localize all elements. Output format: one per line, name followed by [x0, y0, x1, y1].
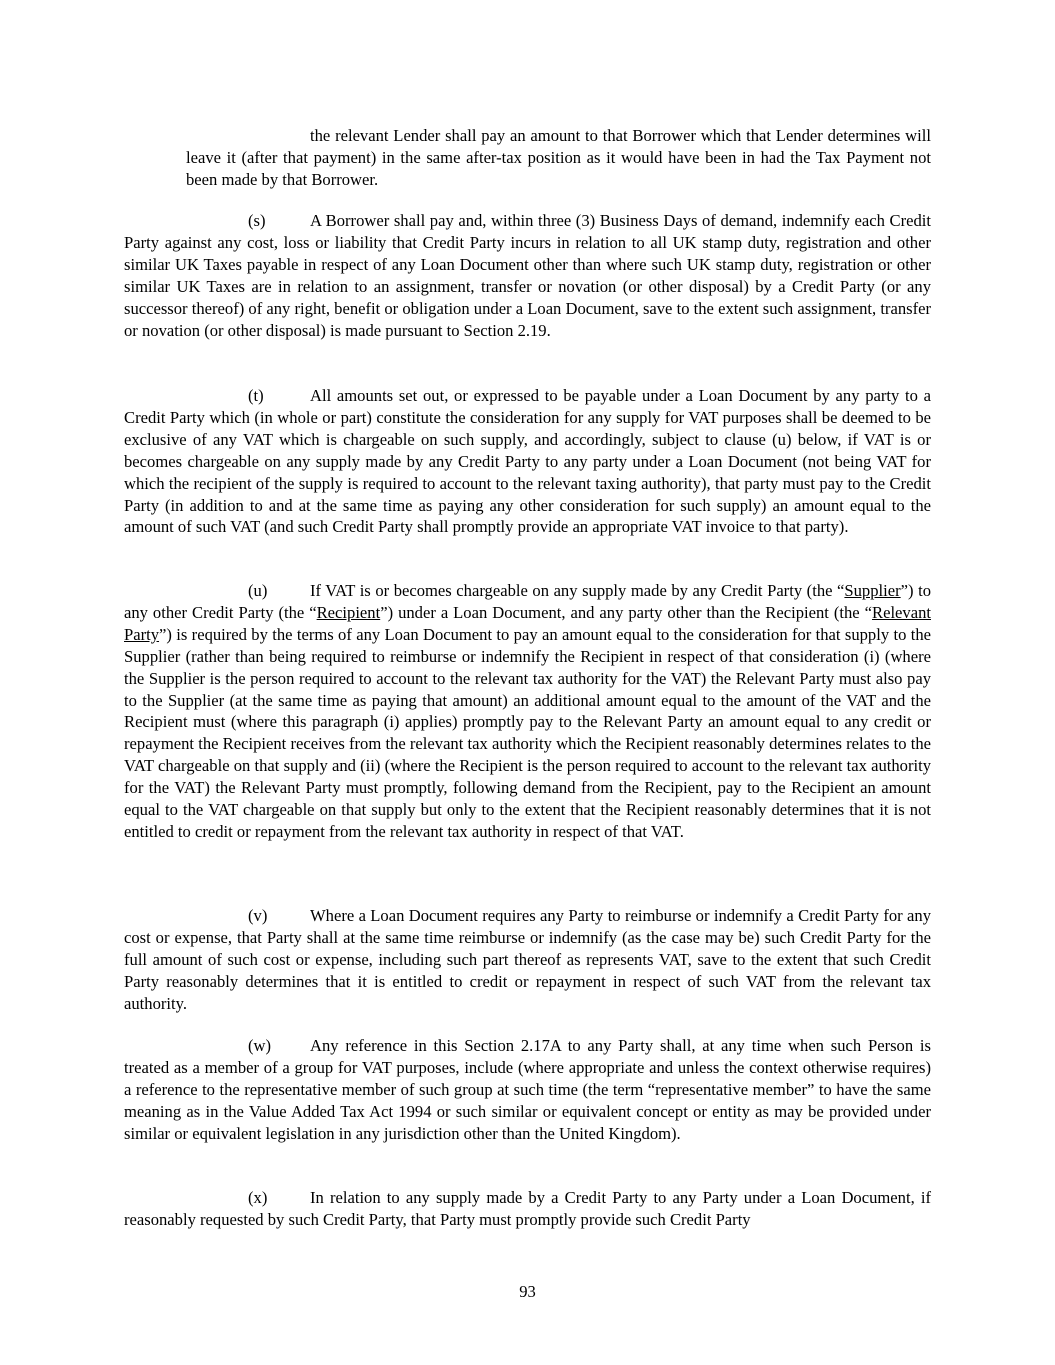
defined-term-relevant-party: Relevant Party — [124, 602, 931, 644]
paragraph-text: Any reference in this Section 2.17A to any Party shall, at any time when such Person is treated as a member of a group for VAT purposes, include (where appropriate and unless the context otherwise requires) a reference to the representative member of such group at such time (the term “representative member” to have the same meaning as in the Value Added Tax Act 1994 or such similar or equivalent concept or entity as may be provided under similar or equivalent legislation in any jurisdiction other than the United Kingdom). — [124, 1036, 931, 1143]
continuation-text: the relevant Lender shall pay an amount to that Borrower which that Lender determines will leave it (after that payment) in the same after-tax position as it would have been in had the Tax Payment not been made by that Borrower. — [186, 126, 931, 189]
paragraph-label: (w) — [248, 1036, 272, 1055]
continuation-paragraph — [186, 125, 931, 191]
paragraph-label: (v) — [248, 906, 268, 925]
paragraph-text: A Borrower shall pay and, within three (3) Business Days of demand, indemnify each Credit Party against any cost, loss or liability that Credit Party incurs in relation to all UK stamp duty, registration and other similar UK Taxes payable in respect of any Loan Document other than where such UK stamp duty, registration or other similar UK Taxes are in relation to an assignment, transfer or novation (or other disposal) by a Credit Party (or any successor thereof) of any right, benefit or obligation under a Loan Document, save to the extent such assignment, transfer or novation (or other disposal) is made pursuant to Section 2.19. — [124, 211, 931, 340]
paragraph-t — [124, 385, 931, 538]
paragraph-x — [124, 1187, 931, 1231]
paragraph-text: ”) to any other Credit Party (the “ — [124, 581, 931, 622]
paragraph-text: Where a Loan Document requires any Party to reimburse or indemnify a Credit Party for any cost or expense, that Party shall at the same time reimburse or indemnify (as the case may be) such Credit Party for the full amount of such cost or expense, including such part thereof as represents VAT, save to the extent that such Credit Party reasonably determines that it is entitled to credit or repayment in respect of such VAT from the relevant tax authority. — [124, 906, 931, 1013]
defined-term-recipient: Recipient — [316, 602, 381, 622]
paragraph-label: (u) — [248, 581, 268, 600]
paragraph-v — [124, 905, 931, 1015]
paragraph-text: If VAT is or becomes chargeable on any supply made by any Credit Party (the “ — [310, 581, 845, 600]
defined-term-supplier: Supplier — [844, 581, 901, 600]
paragraph-text: All amounts set out, or expressed to be payable under a Loan Document by any party to a Credit Party which (in whole or part) constitute the consideration for any supply for VAT purposes shall be deemed to be exclusive of any VAT which is chargeable on such supply, and accordingly, subject to clause (u) below, if VAT is or becomes chargeable on any supply made by any Credit Party to any party under a Loan Document (not being VAT for which the recipient of the supply is required to account to the relevant taxing authority), that party must pay to the Credit Party (in addition to and at the same time as paying any other consideration for such supply) an amount equal to the amount of such VAT (and such Credit Party shall promptly provide an appropriate VAT invoice to that party). — [124, 386, 931, 537]
paragraph-s — [124, 210, 931, 341]
paragraph-text: ”) is required by the terms of any Loan Document to pay an amount equal to the consideration for that supply to the Supplier (rather than being required to reimburse or indemnify the Recipient in respect of that consideration (i) (where the Supplier is the person required to account to the relevant tax authority for the VAT) the Relevant Party must also pay to the Supplier (at the same time as paying that amount) an additional amount equal to the amount of the VAT and the Recipient must (where this paragraph (i) applies) promptly pay to the Relevant Party an amount equal to any credit or repayment the Recipient receives from the relevant tax authority which the Recipient reasonably determines relates to the VAT chargeable on that supply and (ii) (where the Recipient is the person required to account to the relevant tax authority for the VAT) the Relevant Party must promptly, following demand from the Recipient, pay to the Recipient an amount equal to the VAT chargeable on that supply but only to the extent that the Recipient reasonably determines that it is not entitled to credit or repayment from the relevant tax authority in respect of that VAT. — [124, 624, 931, 841]
paragraph-label: (s) — [248, 211, 266, 230]
paragraph-label: (t) — [248, 386, 264, 405]
paragraph-u — [124, 580, 931, 843]
page-number: 93 — [519, 1282, 536, 1301]
paragraph-w — [124, 1035, 931, 1145]
paragraph-text: In relation to any supply made by a Credit Party to any Party under a Loan Document, if reasonably requested by such Credit Party, that Party must promptly provide such Credit Party — [124, 1188, 931, 1229]
paragraph-label: (x) — [248, 1188, 268, 1207]
paragraph-text: ”) under a Loan Document, and any party other than the Recipient (the “ — [380, 602, 873, 622]
